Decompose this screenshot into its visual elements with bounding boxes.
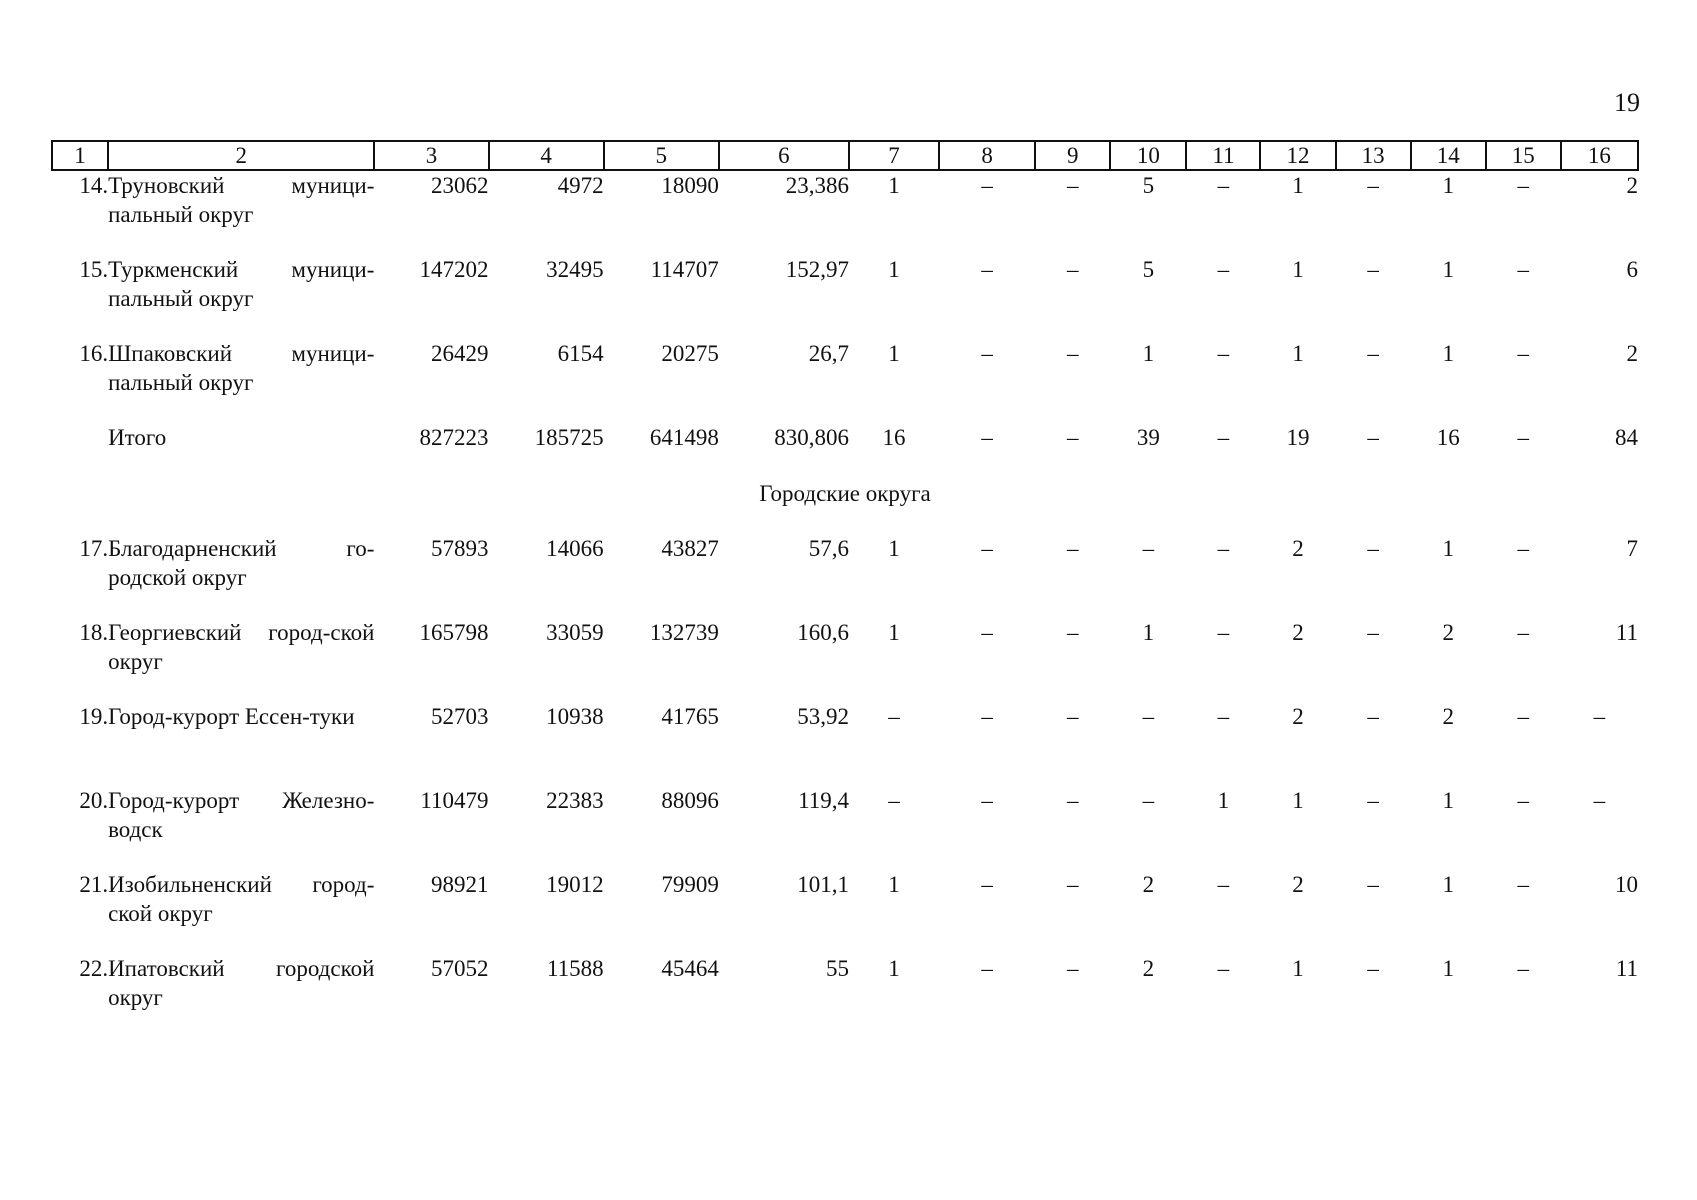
cell: 7 [1626,536,1638,561]
cell: 641498 [649,425,719,450]
cell: 10938 [546,704,604,729]
cell: – [981,341,993,366]
column-header: 12 [1260,141,1335,170]
cell: – [1066,257,1079,282]
table-row [52,618,1638,702]
cell: 23062 [431,173,489,198]
cell: 119,4 [798,788,849,813]
cell: 11 [1615,620,1638,645]
cell: 1 [1442,536,1454,561]
cell: – [1142,536,1155,561]
cell: – [1517,788,1530,813]
cell: 110479 [420,788,489,813]
cell: 79909 [661,872,719,897]
cell: – [1217,872,1230,897]
cell: 6154 [557,341,604,366]
cell: – [981,704,993,729]
cell: 5 [1142,173,1155,198]
cell: – [1593,788,1606,813]
cell: 1 [1442,257,1454,282]
cell: 52703 [431,704,489,729]
row-index: 21. [79,872,109,897]
cell: 2 [1292,704,1304,729]
cell: 26429 [431,341,489,366]
cell: – [1517,173,1530,198]
cell: 827223 [419,425,489,450]
column-header: 3 [374,141,488,170]
cell: – [1142,704,1155,729]
cell: 2 [1292,620,1304,645]
cell: – [1517,257,1530,282]
cell: 20275 [661,341,719,366]
cell: 1 [1442,341,1454,366]
cell: – [1517,425,1530,450]
cell: 165798 [419,620,489,645]
row-index: 16. [79,341,109,366]
cell: 1 [1217,788,1230,813]
column-header: 15 [1486,141,1561,170]
cell: 1 [1442,872,1454,897]
row-name: Итого [108,425,167,450]
cell: – [981,872,993,897]
cell: 57,6 [808,536,849,561]
cell: 16 [882,425,906,450]
cell: 32495 [546,257,604,282]
cell: 1 [1292,173,1304,198]
cell: 26,7 [808,341,849,366]
cell: 2 [1442,620,1454,645]
cell: 16 [1436,425,1460,450]
cell: 1 [1142,341,1155,366]
cell: – [981,173,993,198]
cell: 53,92 [797,704,849,729]
page-number: 19 [1614,88,1640,117]
row-index: 19. [79,704,109,729]
cell: 1 [888,620,900,645]
cell: – [981,257,993,282]
column-number-row [52,141,1638,170]
cell: – [981,536,993,561]
cell: – [1066,425,1079,450]
row-name: Благодарненский го-родской округ [108,536,375,590]
cell: 160,6 [797,620,849,645]
row-name: Труновский муници-пальный округ [108,173,375,227]
row-index [52,423,108,479]
cell: 23,386 [785,173,849,198]
cell: – [1517,341,1530,366]
row-name: Шпаковский муници-пальный округ [108,341,375,395]
data-table [51,140,1639,1038]
cell: – [1066,956,1079,981]
cell: – [1217,620,1230,645]
cell: 152,97 [785,257,849,282]
cell: – [1367,257,1379,282]
cell: 2 [1292,872,1304,897]
column-header: 6 [719,141,849,170]
cell: 2 [1142,872,1155,897]
cell: – [1367,872,1379,897]
cell: 1 [888,872,900,897]
cell: 2 [1626,173,1638,198]
row-index: 14. [79,173,109,198]
column-header: 14 [1411,141,1486,170]
cell: – [981,956,993,981]
cell: 19012 [546,872,604,897]
cell: 33059 [546,620,604,645]
total-row [52,423,1638,479]
row-index: 22. [79,956,109,981]
cell: – [1066,341,1079,366]
row-index: 18. [79,620,109,645]
cell: – [981,788,993,813]
row-name: Ипатовский городской округ [108,956,375,1010]
cell: – [1367,788,1379,813]
cell: – [1367,341,1379,366]
row-index: 20. [79,788,109,813]
cell: 2 [1626,341,1638,366]
cell: – [1517,956,1530,981]
cell: 1 [1142,620,1155,645]
cell: 19 [1286,425,1310,450]
cell: – [981,620,993,645]
table-row [52,255,1638,339]
cell: 2 [1442,704,1454,729]
column-header: 5 [604,141,719,170]
cell: 1 [888,536,900,561]
cell: – [1517,704,1530,729]
cell: 2 [1142,956,1155,981]
cell: 5 [1142,257,1155,282]
row-name: Город-курорт Железно-водск [108,788,375,842]
table-row [52,170,1638,255]
cell: – [1066,173,1079,198]
table-row [52,786,1638,870]
section-row [52,479,1638,534]
cell: 147202 [419,257,489,282]
column-header: 7 [849,141,939,170]
cell: 57052 [431,956,489,981]
cell: 22383 [546,788,604,813]
cell: – [1517,536,1530,561]
cell: 11 [1615,956,1638,981]
cell: 101,1 [797,872,849,897]
cell: – [1217,173,1230,198]
cell: – [1517,620,1530,645]
cell: 185725 [534,425,604,450]
cell: – [888,704,900,729]
cell: 45464 [661,956,719,981]
cell: 1 [888,257,900,282]
cell: 84 [1615,425,1638,450]
cell: 41765 [661,704,719,729]
cell: 1 [1442,956,1454,981]
cell: 830,806 [774,425,849,450]
table-row [52,339,1638,423]
cell: – [1367,704,1379,729]
cell: – [1367,173,1379,198]
cell: 1 [888,173,900,198]
cell: 1 [1292,257,1304,282]
column-header: 11 [1186,141,1260,170]
column-header: 10 [1110,141,1186,170]
cell: – [1066,704,1079,729]
cell: – [888,788,900,813]
cell: 2 [1292,536,1304,561]
cell: 88096 [661,788,719,813]
table-row [52,954,1638,1038]
cell: 1 [1292,788,1304,813]
cell: 1 [1292,956,1304,981]
cell: – [1066,620,1079,645]
cell: 55 [825,956,849,981]
cell: – [1517,872,1530,897]
row-index: 15. [79,257,109,282]
cell: 43827 [661,536,719,561]
cell: – [1217,257,1230,282]
cell: – [1217,704,1230,729]
row-name: Город-курорт Ессен-туки [108,704,355,729]
row-index: 17. [79,536,109,561]
table-row [52,870,1638,954]
row-name: Георгиевский город-ской округ [108,620,375,674]
column-header: 16 [1561,141,1638,170]
cell: – [1367,956,1379,981]
column-header: 13 [1336,141,1411,170]
cell: 1 [1292,341,1304,366]
cell: 57893 [431,536,489,561]
cell: – [1593,704,1606,729]
cell: – [1217,425,1230,450]
cell: 18090 [661,173,719,198]
cell: 11588 [547,956,604,981]
cell: – [1066,536,1079,561]
cell: 1 [888,341,900,366]
row-name: Изобильненский город-ской округ [108,872,375,926]
cell: 39 [1136,425,1160,450]
cell: 1 [1442,173,1454,198]
cell: – [1217,536,1230,561]
column-header: 9 [1035,141,1110,170]
cell: 1 [1442,788,1454,813]
cell: – [1367,536,1379,561]
column-header: 4 [489,141,604,170]
cell: – [1367,425,1379,450]
column-header: 1 [52,141,108,170]
cell: 4972 [557,173,604,198]
cell: 14066 [546,536,604,561]
section-title: Городские округа [759,481,931,506]
table-row [52,534,1638,618]
cell: – [1217,341,1230,366]
cell: 10 [1615,872,1638,897]
cell: – [1142,788,1155,813]
cell: 1 [888,956,900,981]
column-header: 8 [939,141,1035,170]
column-header: 2 [108,141,374,170]
cell: – [1066,872,1079,897]
cell: – [1367,620,1379,645]
cell: 6 [1626,257,1638,282]
cell: – [1066,788,1079,813]
row-name: Туркменский муници-пальный округ [108,257,375,311]
cell: 132739 [649,620,719,645]
cell: – [1217,956,1230,981]
cell: 114707 [650,257,719,282]
table-row [52,702,1638,786]
cell: 98921 [431,872,489,897]
cell: – [981,425,993,450]
